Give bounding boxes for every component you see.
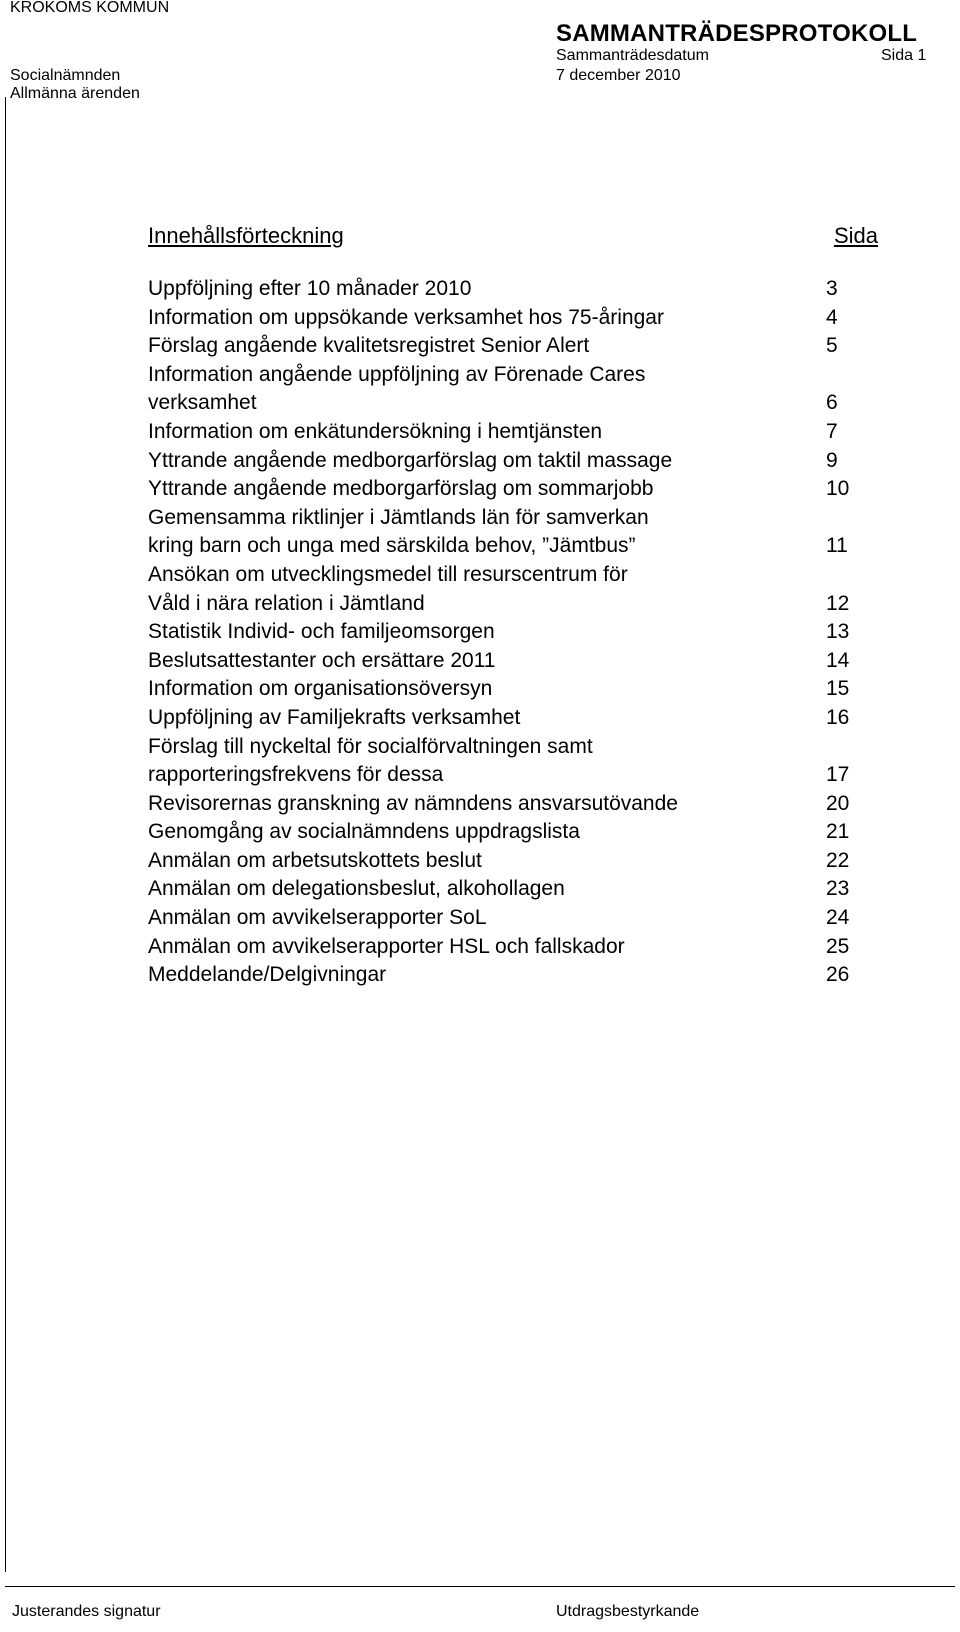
- toc-entry-title-line: Meddelande/Delgivningar: [148, 963, 387, 987]
- toc-entry: [148, 847, 878, 876]
- page-label: Sida 1: [881, 47, 927, 64]
- toc-entry-page-number: 13: [826, 620, 850, 644]
- organization-name: KROKOMS KOMMUN: [10, 0, 170, 16]
- toc-entry: [148, 332, 878, 361]
- toc-entry-title-line: Information angående uppföljning av Förenade Cares: [148, 362, 646, 386]
- toc-entry-title-line: Förslag till nyckeltal för socialförvaltningen samt: [148, 734, 593, 758]
- toc-entry-title-line: Beslutsattestanter och ersättare 2011: [148, 648, 496, 672]
- toc-entry: [148, 561, 878, 618]
- toc-header: [148, 222, 878, 252]
- toc-entry-page-number: 12: [826, 591, 850, 615]
- toc-entry-title-line: Anmälan om avvikelserapporter SoL: [148, 906, 487, 930]
- toc-entry-title-line: rapporteringsfrekvens för dessa: [148, 763, 444, 787]
- toc-entry-page-number: 5: [826, 334, 838, 358]
- toc-entry-title-line: Ansökan om utvecklingsmedel till resurscentrum för: [148, 562, 628, 586]
- toc-entry: [148, 361, 878, 418]
- toc-page-heading: Sida: [833, 223, 878, 248]
- toc-entry-page-number: 4: [826, 305, 838, 329]
- toc-entry: [148, 418, 878, 447]
- toc-entry-title-line: Anmälan om avvikelserapporter HSL och fallskador: [148, 934, 625, 958]
- document-type: SAMMANTRÄDESPROTOKOLL: [556, 20, 918, 47]
- toc-entry-page-number: 22: [826, 848, 850, 872]
- toc-entry-title-line: verksamhet: [148, 391, 257, 415]
- toc-entry-title-line: Uppföljning av Familjekrafts verksamhet: [148, 705, 521, 729]
- toc-entry: [148, 304, 878, 333]
- toc-entry-title-line: Förslag angående kvalitetsregistret Senior Alert: [148, 334, 590, 358]
- toc-entry-page-number: 9: [826, 448, 838, 472]
- toc-entry-title-line: Anmälan om delegationsbeslut, alkohollagen: [148, 877, 565, 901]
- toc-list: [148, 275, 878, 990]
- toc-entry-page-number: 14: [826, 648, 850, 672]
- toc-entry: [148, 275, 878, 304]
- toc-entry: [148, 961, 878, 990]
- toc-entry-page-number: 11: [826, 534, 848, 558]
- toc-entry-title-line: Information om enkätundersökning i hemtjänsten: [148, 419, 603, 443]
- toc-entry-title-line: Information om organisationsöversyn: [148, 677, 493, 701]
- toc-entry-title-line: kring barn och unga med särskilda behov, ”Jämtbus”: [148, 534, 636, 558]
- toc-entry: [148, 790, 878, 819]
- toc-entry-page-number: 20: [826, 791, 850, 815]
- toc-entry: [148, 504, 878, 561]
- toc-heading: Innehållsförteckning: [148, 223, 344, 248]
- toc-entry-title-line: Revisorernas granskning av nämndens ansvarsutövande: [148, 791, 678, 815]
- toc-entry: [148, 818, 878, 847]
- toc-entry-page-number: 26: [826, 963, 850, 987]
- category-label: Allmänna ärenden: [10, 85, 140, 102]
- toc-entry-title-line: Information om uppsökande verksamhet hos 75-åringar: [148, 305, 664, 329]
- toc-entry-title-line: Våld i nära relation i Jämtland: [148, 591, 425, 615]
- toc-entry-page-number: 3: [826, 277, 838, 300]
- toc-entry-page-number: 23: [826, 877, 850, 901]
- toc-entry: [148, 475, 878, 504]
- toc-entry: [148, 875, 878, 904]
- footer-divider: [5, 1586, 955, 1587]
- toc-entry-page-number: 7: [826, 419, 838, 443]
- toc-entry-title-line: Genomgång av socialnämndens uppdragslista: [148, 820, 580, 844]
- toc-entry-page-number: 25: [826, 934, 850, 958]
- toc-entry: [148, 704, 878, 733]
- toc-entry: [148, 904, 878, 933]
- toc-entry-page-number: 6: [826, 391, 838, 415]
- meeting-date: 7 december 2010: [556, 67, 681, 84]
- toc-entry-title-line: Gemensamma riktlinjer i Jämtlands län för samverkan: [148, 505, 649, 529]
- committee-name: Socialnämnden: [10, 67, 121, 84]
- toc-entry: [148, 618, 878, 647]
- toc-entry-page-number: 17: [826, 763, 850, 787]
- toc-entry-page-number: 15: [826, 677, 850, 701]
- toc-entry-title-line: Anmälan om arbetsutskottets beslut: [148, 848, 482, 872]
- date-label: Sammanträdesdatum: [556, 47, 709, 64]
- toc-entry: [148, 933, 878, 962]
- margin-line: [5, 97, 6, 1572]
- toc-entry-page-number: 10: [826, 477, 850, 501]
- toc-entry-page-number: 24: [826, 906, 850, 930]
- toc-entry-title-line: Yttrande angående medborgarförslag om sommarjobb: [148, 477, 654, 501]
- footer-signature-label: Justerandes signatur: [12, 1603, 161, 1620]
- toc-entry-page-number: 21: [826, 820, 850, 844]
- toc-entry: [148, 647, 878, 676]
- toc-entry-title-line: Uppföljning efter 10 månader 2010: [148, 277, 472, 300]
- footer-certification-label: Utdragsbestyrkande: [556, 1603, 700, 1620]
- toc-entry-page-number: 16: [826, 705, 850, 729]
- toc-entry-title-line: Yttrande angående medborgarförslag om taktil massage: [148, 448, 673, 472]
- toc-entry: [148, 733, 878, 790]
- toc-entry-title-line: Statistik Individ- och familjeomsorgen: [148, 620, 495, 644]
- toc-entry: [148, 675, 878, 704]
- toc-entry: [148, 447, 878, 476]
